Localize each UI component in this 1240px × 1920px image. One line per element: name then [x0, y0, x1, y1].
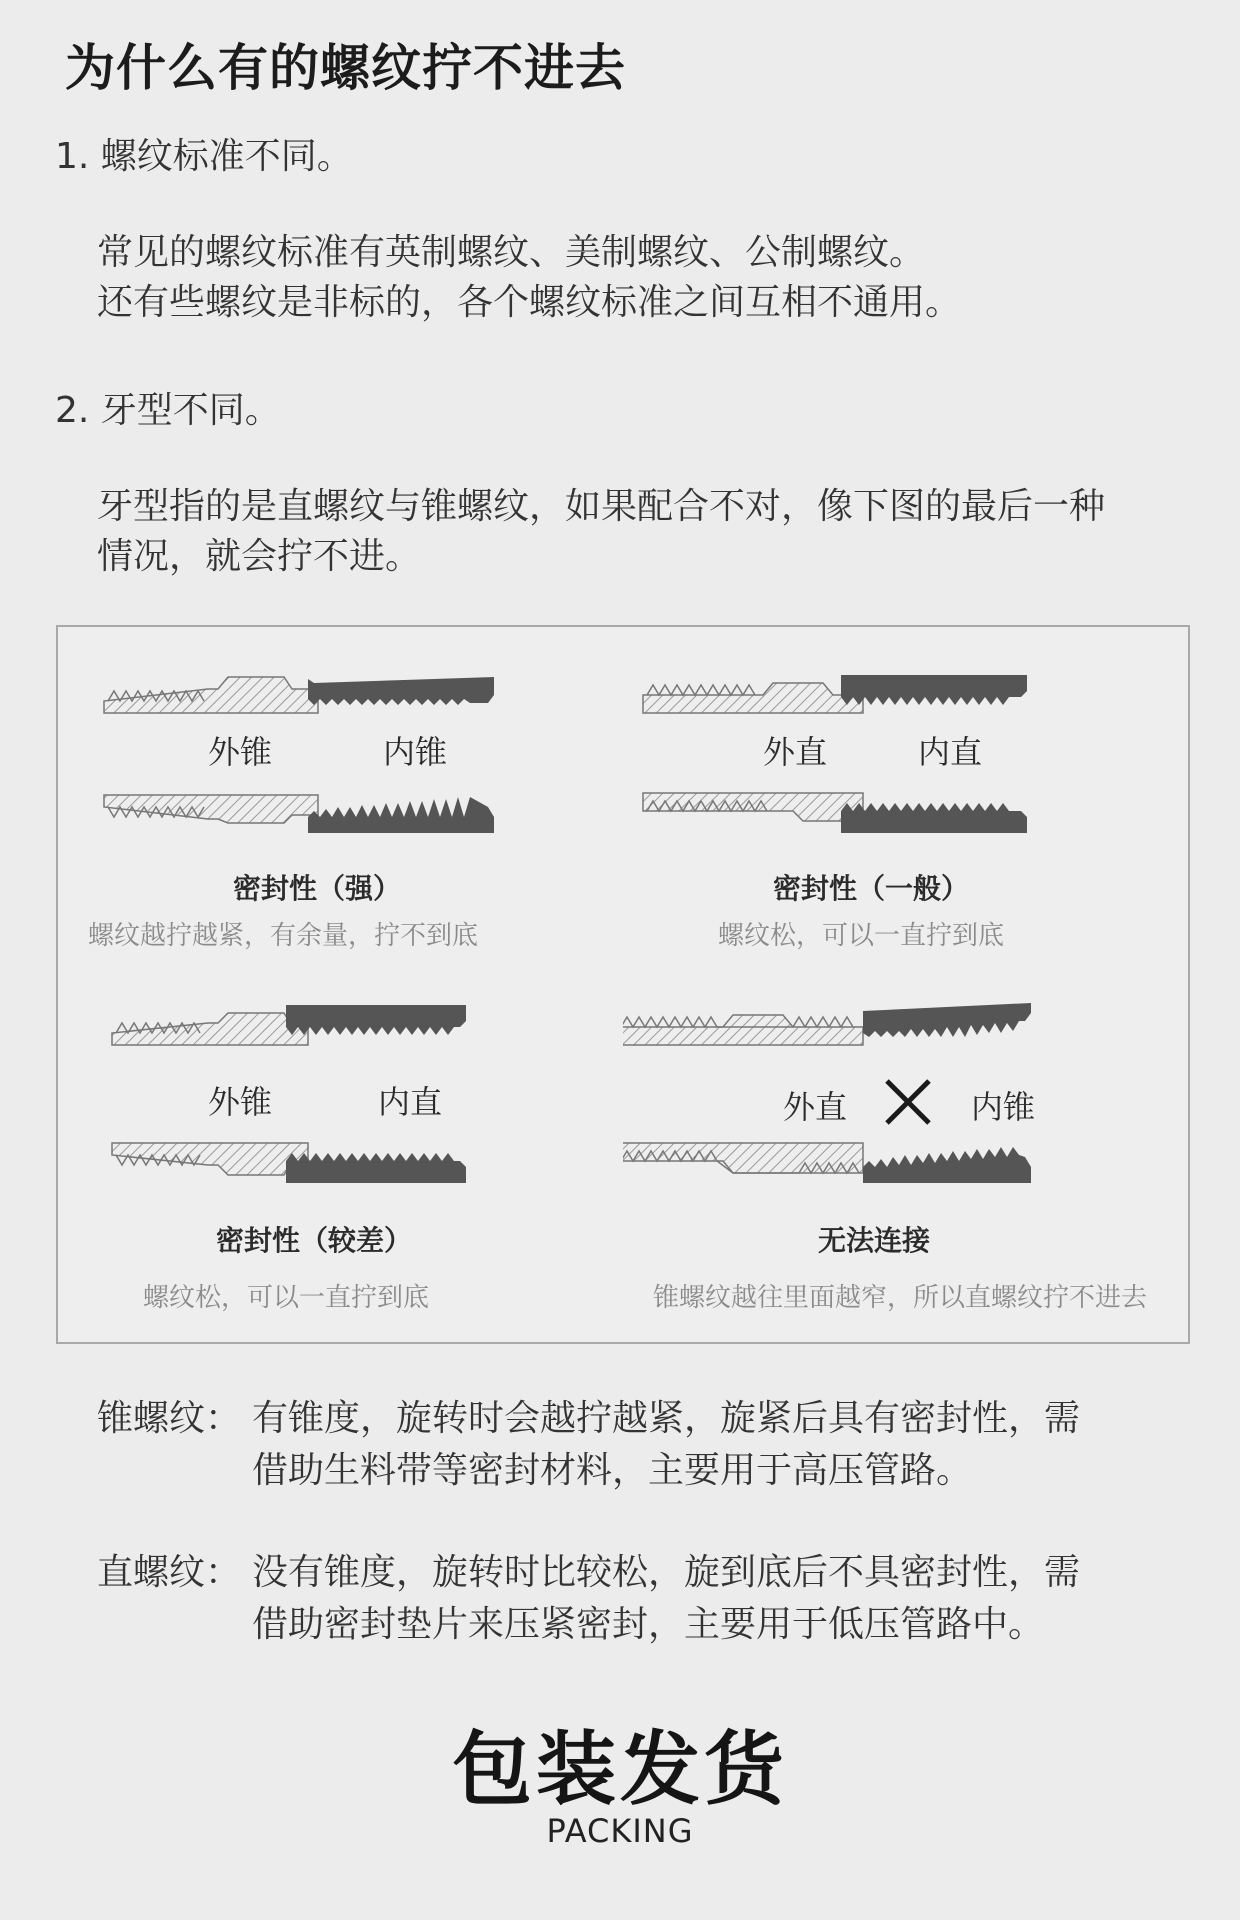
caption-desc: 螺纹松，可以一直拧到底: [143, 1283, 430, 1313]
caption-title: 无法连接: [818, 1224, 931, 1257]
section2-paragraph: [97, 482, 1105, 582]
caption-title: 密封性（强）: [233, 872, 402, 905]
cross-mark-icon: [883, 1077, 933, 1127]
thread-pair-illustration-top: [623, 987, 1188, 1057]
section1-paragraph: [97, 228, 961, 328]
caption-desc: 螺纹越拧越紧，有余量，拧不到底: [88, 921, 479, 951]
definition-line: 没有锥度，旋转时比较松，旋到底后不具密封性，需: [252, 1552, 1081, 1593]
label-outer-taper: 外锥: [208, 1083, 273, 1121]
packing-title: 包装发货: [452, 1723, 788, 1816]
caption-title: 密封性（较差）: [216, 1224, 413, 1257]
definition-line: 有锥度，旋转时会越拧越紧，旋紧后具有密封性，需: [252, 1398, 1081, 1439]
diagram-cell-straight-taper: [623, 987, 1188, 1342]
caption-desc: 锥螺纹越往里面越窄，所以直螺纹拧不进去: [653, 1283, 1148, 1313]
packing-subtitle: PACKING: [546, 1812, 694, 1850]
thread-pair-illustration-bottom: [623, 787, 1188, 847]
section2-line: 牙型指的是直螺纹与锥螺纹，如果配合不对，像下图的最后一种: [97, 486, 1106, 527]
thread-pair-illustration-bottom: [58, 787, 623, 847]
label-inner-taper: 内锥: [971, 1088, 1036, 1126]
definition-body: [252, 1393, 1212, 1497]
label-outer-straight: 外直: [763, 733, 828, 771]
section1-line: 常见的螺纹标准有英制螺纹、美制螺纹、公制螺纹。: [97, 232, 926, 273]
thread-pair-illustration-bottom: [58, 1137, 623, 1197]
diagram-cell-taper-straight: [58, 987, 623, 1342]
caption-desc: 螺纹松，可以一直拧到底: [718, 921, 1005, 951]
definition-term: 直螺纹：: [97, 1552, 242, 1593]
definition-term: 锥螺纹：: [97, 1398, 242, 1439]
diagram-cell-taper-taper: [58, 627, 623, 967]
thread-pair-illustration-top: [58, 655, 623, 725]
section2-line: 情况，就会拧不进。: [97, 536, 422, 577]
definition-line: 借助密封垫片来压紧密封，主要用于低压管路中。: [252, 1604, 1045, 1645]
section1-heading: 1. 螺纹标准不同。: [55, 136, 353, 177]
diagram-cell-straight-straight: [623, 627, 1188, 967]
thread-diagram: [56, 625, 1190, 1344]
label-inner-taper: 内锥: [383, 733, 448, 771]
label-inner-straight: 内直: [378, 1083, 443, 1121]
label-inner-straight: 内直: [918, 733, 983, 771]
page-title: 为什么有的螺纹拧不进去: [65, 39, 626, 97]
thread-pair-illustration-top: [623, 655, 1188, 725]
definition-body: [252, 1547, 1212, 1651]
caption-title: 密封性（一般）: [773, 872, 970, 905]
label-outer-taper: 外锥: [208, 733, 273, 771]
definition-line: 借助生料带等密封材料，主要用于高压管路。: [252, 1450, 973, 1491]
thread-pair-illustration-bottom: [623, 1137, 1188, 1197]
thread-pair-illustration-top: [58, 987, 623, 1057]
section2-heading: 2. 牙型不同。: [55, 390, 281, 431]
section1-line: 还有些螺纹是非标的，各个螺纹标准之间互相不通用。: [97, 282, 962, 323]
label-outer-straight: 外直: [783, 1088, 848, 1126]
